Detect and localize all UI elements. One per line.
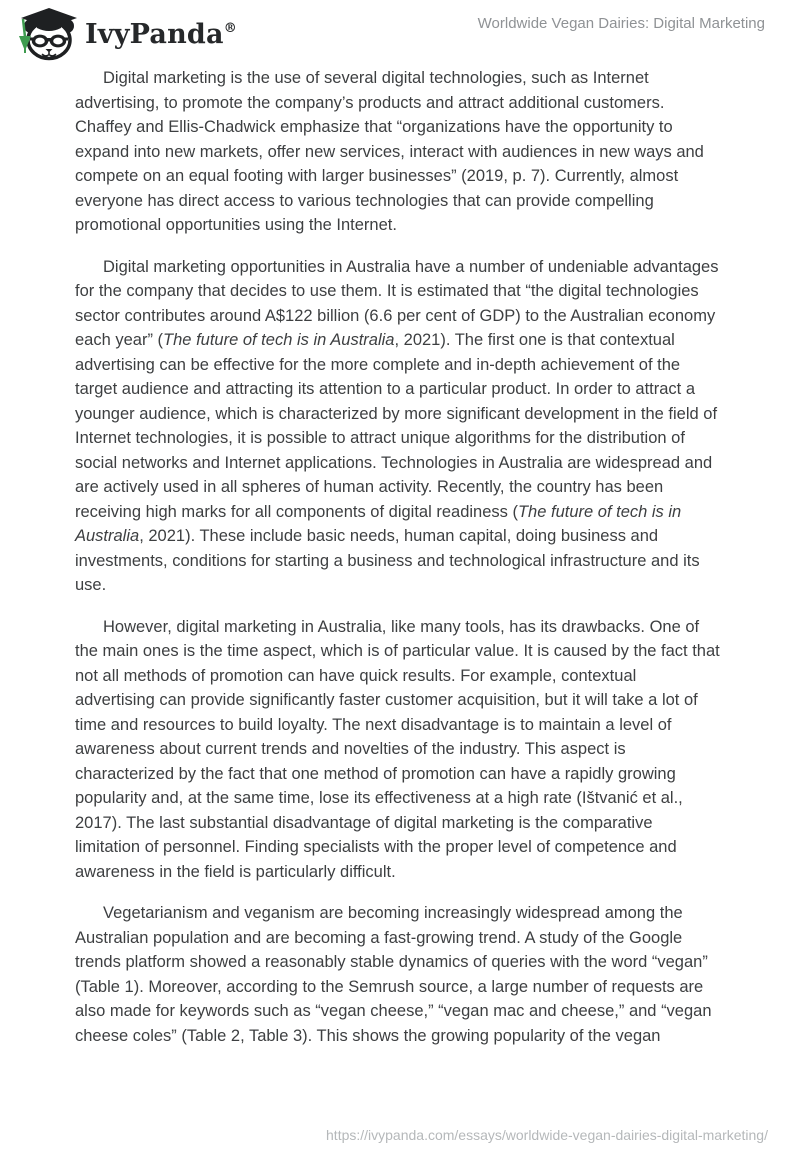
document-header-title: Worldwide Vegan Dairies: Digital Marketing [477, 15, 765, 32]
registered-trademark-mark: ® [223, 20, 237, 36]
paragraph-2 [75, 255, 720, 598]
brand-name-text: IvyPanda [85, 18, 224, 50]
paragraph-2-italic-citation-2: The future of tech is in Australia [75, 502, 682, 545]
ivypanda-panda-graduation-cap-icon [14, 6, 78, 62]
paragraph-2-text-a: Digital marketing opportunities in Australia have a number of undeniable advantages for the company that decides to use them. It is estimated that “the digital technologies sector contributes around A$122 billion (6.6 per cent of GDP) to the Australian economy each year” ( [75, 257, 719, 349]
paragraph-1 [75, 66, 720, 238]
paragraph-2-text-b: , 2021). The first one is that contextual advertising can be effective for the more complete and in-depth achievement of the target audience and attracting its attention to a particular product. In order to attract a younger audience, which is characterized by more significant development in the field of Internet technologies, it is possible to attract unique algorithms for the distribution of social networks and Internet applications. Technologies in Australia are widespread and are actively used in all spheres of human activity. Recently, the country has been receiving high marks for all components of digital readiness ( [75, 331, 718, 521]
paragraph-3-text: However, digital marketing in Australia, like many tools, has its drawbacks. One of the main ones is the time aspect, which is of particular value. It is caused by the fact that not all methods of promotion can have quick results. For example, contextual advertising can provide significantly faster customer acquisition, but it will take a lot of time and resources to build loyalty. The next disadvantage is to maintain a level of awareness about current trends and novelties of the industry. This aspect is characterized by the fact that one method of promotion can have a rapidly growing popularity and, at the same time, lose its effectiveness at a high rate (Ištvanić et al., 2017). The last substantial disadvantage of digital marketing is the comparative limitation of personnel. Finding specialists with the proper level of competence and awareness in the field is particularly difficult. [75, 617, 720, 881]
document-body [75, 66, 720, 1065]
brand-name [85, 18, 237, 50]
source-url-link[interactable]: https://ivypanda.com/essays/worldwide-vegan-dairies-digital-marketing/ [326, 1127, 768, 1143]
paragraph-1-text: Digital marketing is the use of several digital technologies, such as Internet advertising, to promote the company’s products and attract additional customers. Chaffey and Ellis-Chadwick emphasize that “organizations have the opportunity to expand into new markets, offer new services, interact with audiences in new ways and compete on an equal footing with larger businesses” (2019, p. 7). Currently, almost everyone has direct access to various technologies that can provide compelling promotional opportunities using the Internet. [75, 69, 704, 234]
paragraph-3 [75, 615, 720, 885]
paragraph-4 [75, 901, 720, 1048]
brand-logo-block [14, 6, 237, 62]
paragraph-2-italic-citation-1: The future of tech is in Australia [163, 331, 395, 349]
paragraph-4-text: Vegetarianism and veganism are becoming increasingly widespread among the Australian population and are becoming a fast-growing trend. A study of the Google trends platform showed a reasonably stable dynamics of queries with the word “vegan” (Table 1). Moreover, according to the Semrush source, a large number of requests are also made for keywords such as “vegan cheese,” “vegan mac and cheese,” and “vegan cheese coles” (Table 2, Table 3). This shows the growing popularity of the vegan [75, 904, 712, 1045]
paragraph-2-text-c: , 2021). These include basic needs, human capital, doing business and investments, conditions for starting a business and technological infrastructure and its use. [75, 527, 700, 594]
